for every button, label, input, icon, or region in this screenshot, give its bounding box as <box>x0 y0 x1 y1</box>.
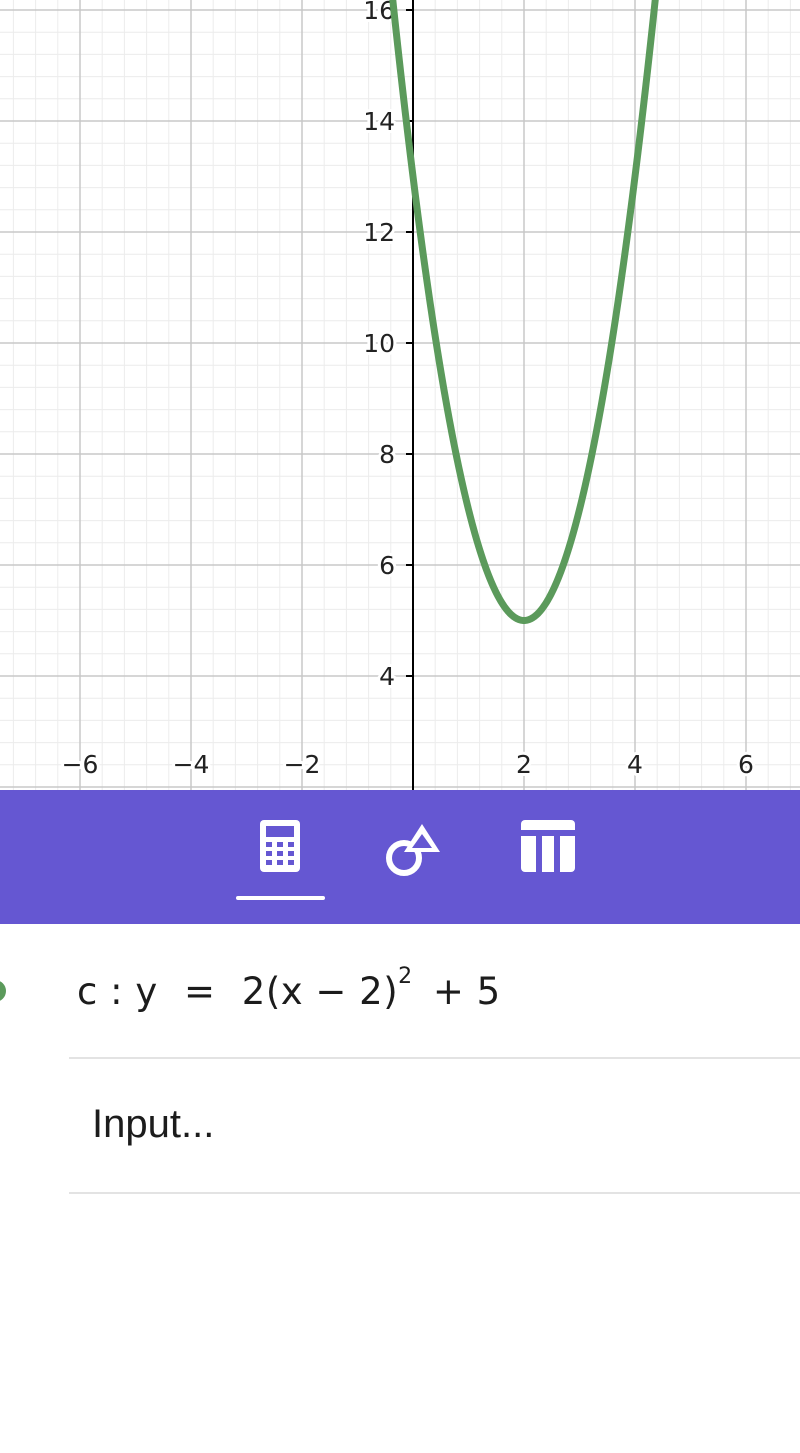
calculator-icon <box>260 820 300 872</box>
y-tick-label: 8 <box>379 440 395 469</box>
active-tab-indicator <box>236 896 325 900</box>
geometry-icon <box>384 820 444 876</box>
y-tick-label: 12 <box>363 218 395 247</box>
algebra-entry-c[interactable] <box>0 924 800 1059</box>
algebra-view-button[interactable] <box>230 820 330 900</box>
view-toolbar <box>0 790 800 924</box>
table-icon <box>521 820 575 872</box>
input-field[interactable]: Input... <box>92 1102 215 1146</box>
x-tick-label: −2 <box>283 750 321 779</box>
x-tick-label: 2 <box>516 750 532 779</box>
x-tick-label: −6 <box>61 750 99 779</box>
formula-exponent: 2 <box>398 964 413 989</box>
geometry-view-button[interactable] <box>364 820 464 900</box>
row-divider <box>69 1192 800 1194</box>
y-tick-label: 16 <box>363 0 395 25</box>
y-tick-label: 14 <box>363 107 395 136</box>
x-tick-label: 6 <box>738 750 754 779</box>
formula-equals: = <box>184 970 216 1013</box>
algebra-input-row[interactable] <box>0 1059 800 1194</box>
visibility-toggle[interactable] <box>0 980 6 1002</box>
algebra-view <box>0 924 800 1453</box>
formula-rhs: 2(x − 2) <box>241 970 399 1013</box>
y-tick-label: 4 <box>379 662 395 691</box>
formula-lhs: c : y <box>77 970 158 1013</box>
x-tick-label: 4 <box>627 750 643 779</box>
table-view-button[interactable] <box>498 820 598 900</box>
formula-text[interactable] <box>77 964 501 1013</box>
formula-rhs-tail: + 5 <box>432 970 501 1013</box>
x-tick-label: −4 <box>172 750 210 779</box>
y-tick-label: 10 <box>363 329 395 358</box>
y-tick-label: 6 <box>379 551 395 580</box>
